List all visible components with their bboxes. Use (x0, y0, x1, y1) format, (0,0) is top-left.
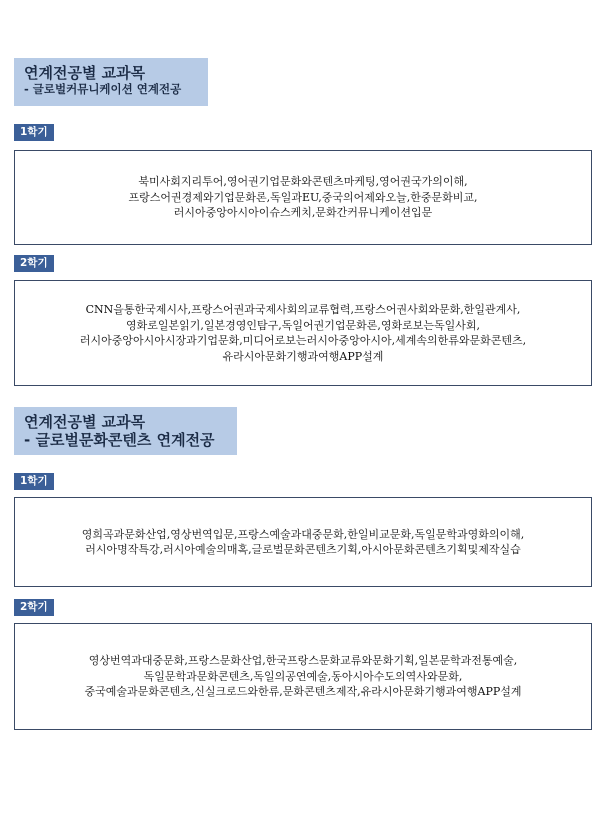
course-line: 유라시아문화기행과여행APP설계 (222, 349, 384, 363)
section-title-global-communication (14, 58, 208, 106)
semester-tag-1: 1학기 (14, 473, 54, 490)
section-subheading: - 글로벌커뮤니케이션 연계전공 (24, 82, 182, 96)
section-title-global-culture-contents (14, 407, 237, 455)
course-line: 프랑스어권경제와기업문화론,독일과EU,중국의어제와오늘,한중문화비교, (128, 190, 478, 204)
course-line: 러시아중앙아시아이슈스케치,문화간커뮤니케이션입문 (173, 206, 433, 220)
course-list-box (14, 280, 592, 386)
course-line: 독일문학과문화콘텐츠,독일의공연예술,동아시아수도의역사와문화, (143, 669, 463, 683)
course-list-box (14, 497, 592, 587)
course-line: CNN을통한국제시사,프랑스어권과국제사회의교류협력,프랑스어권사회와문화,한일관계사, (85, 303, 521, 316)
course-list-box (14, 150, 592, 245)
course-line: 중국예술과문화콘텐츠,신실크로드와한류,문화콘텐츠제작,유라시아문화기행과여행APP설계 (84, 685, 522, 699)
course-line: 러시아중앙아시아시장과기업문화,미디어로보는러시아중앙아시아,세계속의한류와문화콘텐츠, (79, 334, 527, 347)
section-subheading: - 글로벌문화콘텐츠 연계전공 (24, 431, 215, 449)
semester-tag-1: 1학기 (14, 124, 54, 141)
course-line: 러시아명작특강,러시아예술의매혹,글로벌문화콘텐츠기획,아시아문화콘텐츠기획및제작실습 (85, 543, 521, 556)
course-list-box (14, 623, 592, 730)
semester-tag-2: 2학기 (14, 599, 54, 616)
course-line: 영화로일본읽기,일본경영인탐구,독일어권기업문화론,영화로보는독일사회, (125, 318, 480, 332)
section-heading: 연계전공별 교과목 (24, 64, 146, 82)
semester-tag-2: 2학기 (14, 255, 54, 272)
course-line: 북미사회지리투어,영어권기업문화와콘텐츠마케팅,영어권국가의이해, (138, 175, 468, 189)
course-line: 영상번역과대중문화,프랑스문화산업,한국프랑스문화교류와문화기획,일본문학과전통예술, (88, 654, 518, 668)
course-line: 영희곡과문화산업,영상번역입문,프랑스예술과대중문화,한일비교문화,독일문학과영화의이해, (81, 527, 525, 541)
section-heading: 연계전공별 교과목 (24, 413, 146, 431)
